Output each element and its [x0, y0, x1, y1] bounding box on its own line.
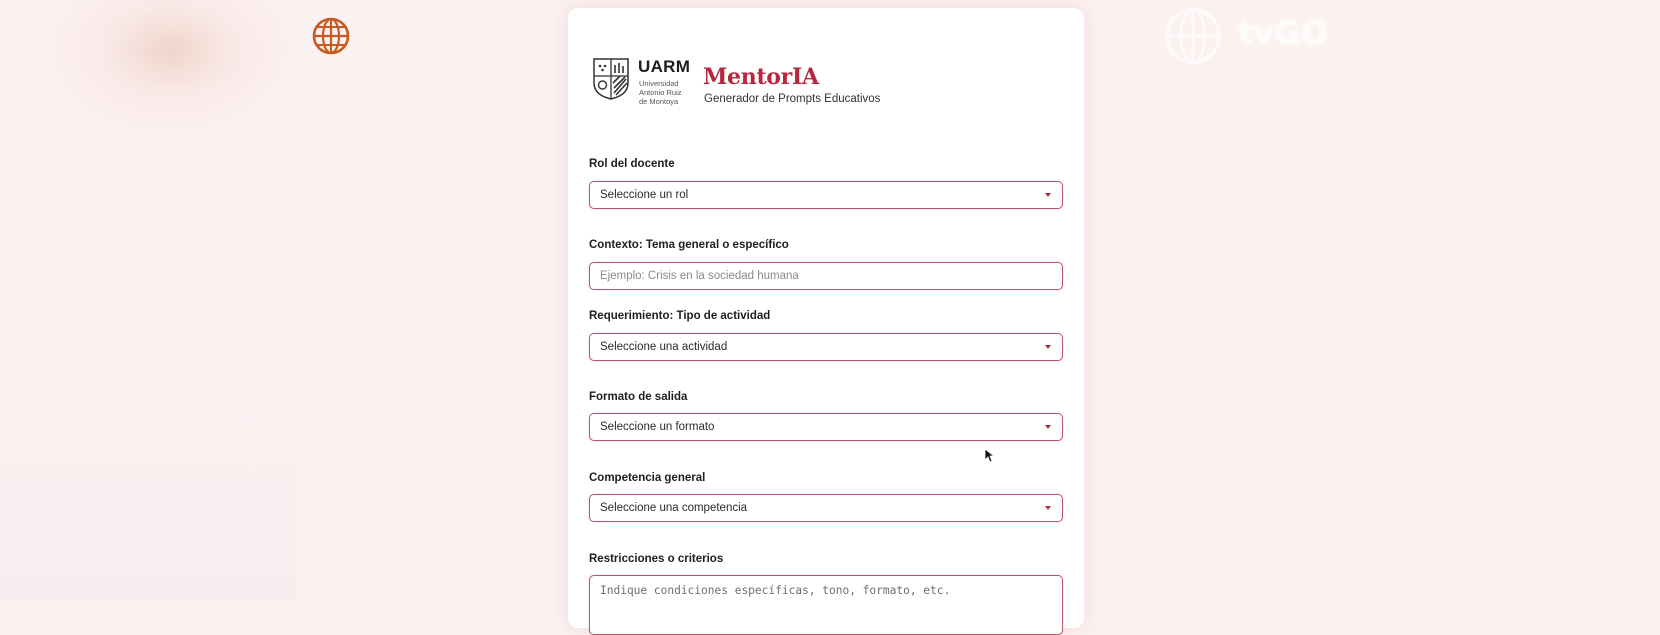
background-band-right	[1362, 0, 1660, 600]
chevron-down-icon	[1045, 345, 1051, 349]
competence-label: Competencia general	[589, 472, 706, 484]
restrictions-label: Restricciones o criterios	[589, 553, 724, 565]
institution-line: Universidad	[639, 79, 679, 88]
role-label: Rol del docente	[589, 158, 675, 170]
restrictions-textarea[interactable]	[589, 575, 1063, 635]
context-input[interactable]	[589, 262, 1063, 290]
chevron-down-icon	[1045, 425, 1051, 429]
institution-line: Antonio Ruiz	[639, 88, 682, 97]
format-select-value: Seleccione un formato	[600, 421, 715, 433]
channel-globe-icon	[1163, 6, 1223, 66]
institution-line: de Montoya	[639, 97, 679, 106]
activity-select[interactable]	[589, 333, 1063, 361]
competence-select[interactable]	[589, 494, 1063, 522]
competence-select-value: Seleccione una competencia	[600, 502, 748, 514]
institution-full-name	[639, 79, 699, 106]
format-label: Formato de salida	[589, 391, 688, 403]
context-input-placeholder: Ejemplo: Crisis en la sociedad humana	[600, 270, 799, 282]
globe-icon	[311, 16, 351, 56]
university-crest-icon	[592, 57, 630, 101]
context-label: Contexto: Tema general o específico	[589, 239, 789, 251]
restrictions-placeholder: Indique condiciones específicas, tono, formato, etc.	[600, 584, 951, 597]
activity-label: Requerimiento: Tipo de actividad	[589, 310, 771, 322]
brand-header	[592, 57, 912, 113]
activity-select-value: Seleccione una actividad	[600, 341, 728, 353]
role-select[interactable]	[589, 181, 1063, 209]
format-select[interactable]	[589, 413, 1063, 441]
channel-logo-text: tvGO	[1238, 14, 1328, 52]
chevron-down-icon	[1045, 193, 1051, 197]
chevron-down-icon	[1045, 506, 1051, 510]
background-band-left	[0, 0, 297, 600]
channel-watermark	[1163, 6, 1363, 66]
role-select-value: Seleccione un rol	[600, 189, 689, 201]
app-tagline: Generador de Prompts Educativos	[704, 93, 881, 105]
form-card	[568, 8, 1084, 628]
mouse-cursor-icon	[984, 448, 994, 464]
institution-short-name: UARM	[638, 57, 691, 76]
app-title: MentorIA	[703, 64, 819, 90]
